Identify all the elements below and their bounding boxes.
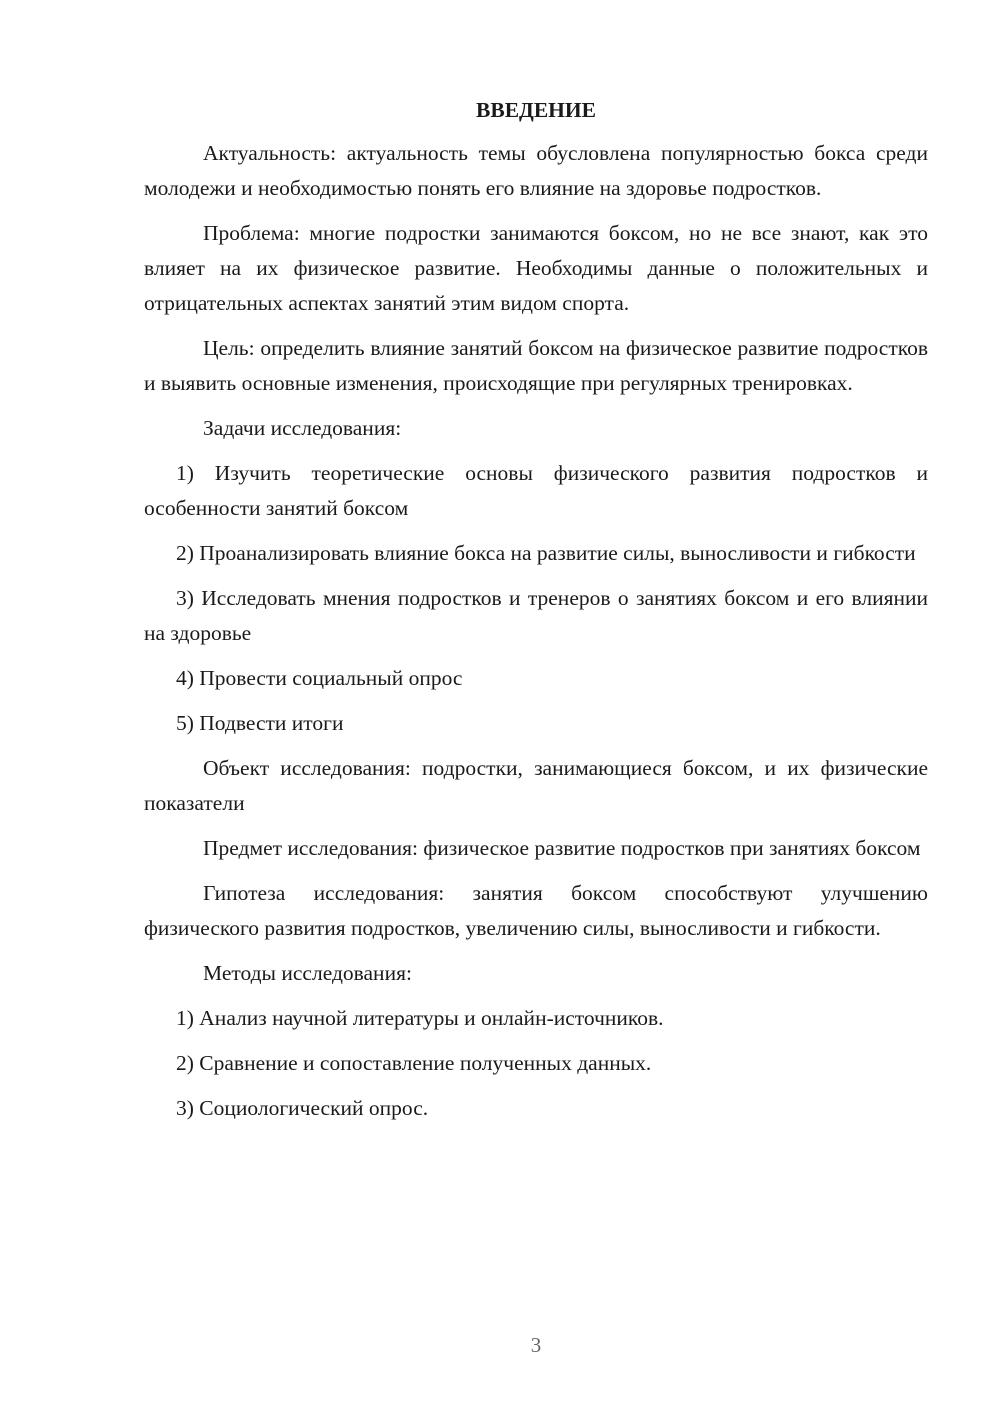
problem-paragraph: Проблема: многие подростки занимаются боксом, но не все знают, как это влияет на их физическое развитие. Необходимы данные о положительных и отрицательных аспектах занятий этим видом спорта. [144,221,928,315]
object-paragraph: Объект исследования: подростки, занимающиеся боксом, и их физические показатели [144,756,928,815]
task-item-1: 1) Изучить теоретические основы физического развития подростков и особенности занятий боксом [144,461,928,520]
task-item-4: 4) Провести социальный опрос [176,666,463,690]
section-title: ВВЕДЕНИЕ [476,98,596,122]
method-item-1: 1) Анализ научной литературы и онлайн-источников. [176,1006,664,1030]
relevance-paragraph: Актуальность: актуальность темы обусловлена популярностью бокса среди молодежи и необходимостью понять его влияние на здоровье подростков. [144,141,928,200]
page-number: 3 [530,1333,542,1357]
task-item-3: 3) Исследовать мнения подростков и тренеров о занятиях боксом и его влиянии на здоровье [144,586,928,645]
goal-paragraph: Цель: определить влияние занятий боксом на физическое развитие подростков и выявить основные изменения, происходящие при регулярных тренировках. [144,336,928,395]
subject-paragraph: Предмет исследования: физическое развитие подростков при занятиях боксом [203,836,921,860]
document-body [144,94,928,1136]
methods-heading: Методы исследования: [203,961,412,985]
method-item-2: 2) Сравнение и сопоставление полученных данных. [176,1051,652,1075]
hypothesis-paragraph: Гипотеза исследования: занятия боксом способствуют улучшению физического развития подростков, увеличению силы, выносливости и гибкости. [144,881,928,940]
method-item-3: 3) Социологический опрос. [176,1096,429,1120]
task-item-2: 2) Проанализировать влияние бокса на развитие силы, выносливости и гибкости [176,541,916,565]
task-item-5: 5) Подвести итоги [176,711,344,735]
tasks-heading: Задачи исследования: [203,416,402,440]
